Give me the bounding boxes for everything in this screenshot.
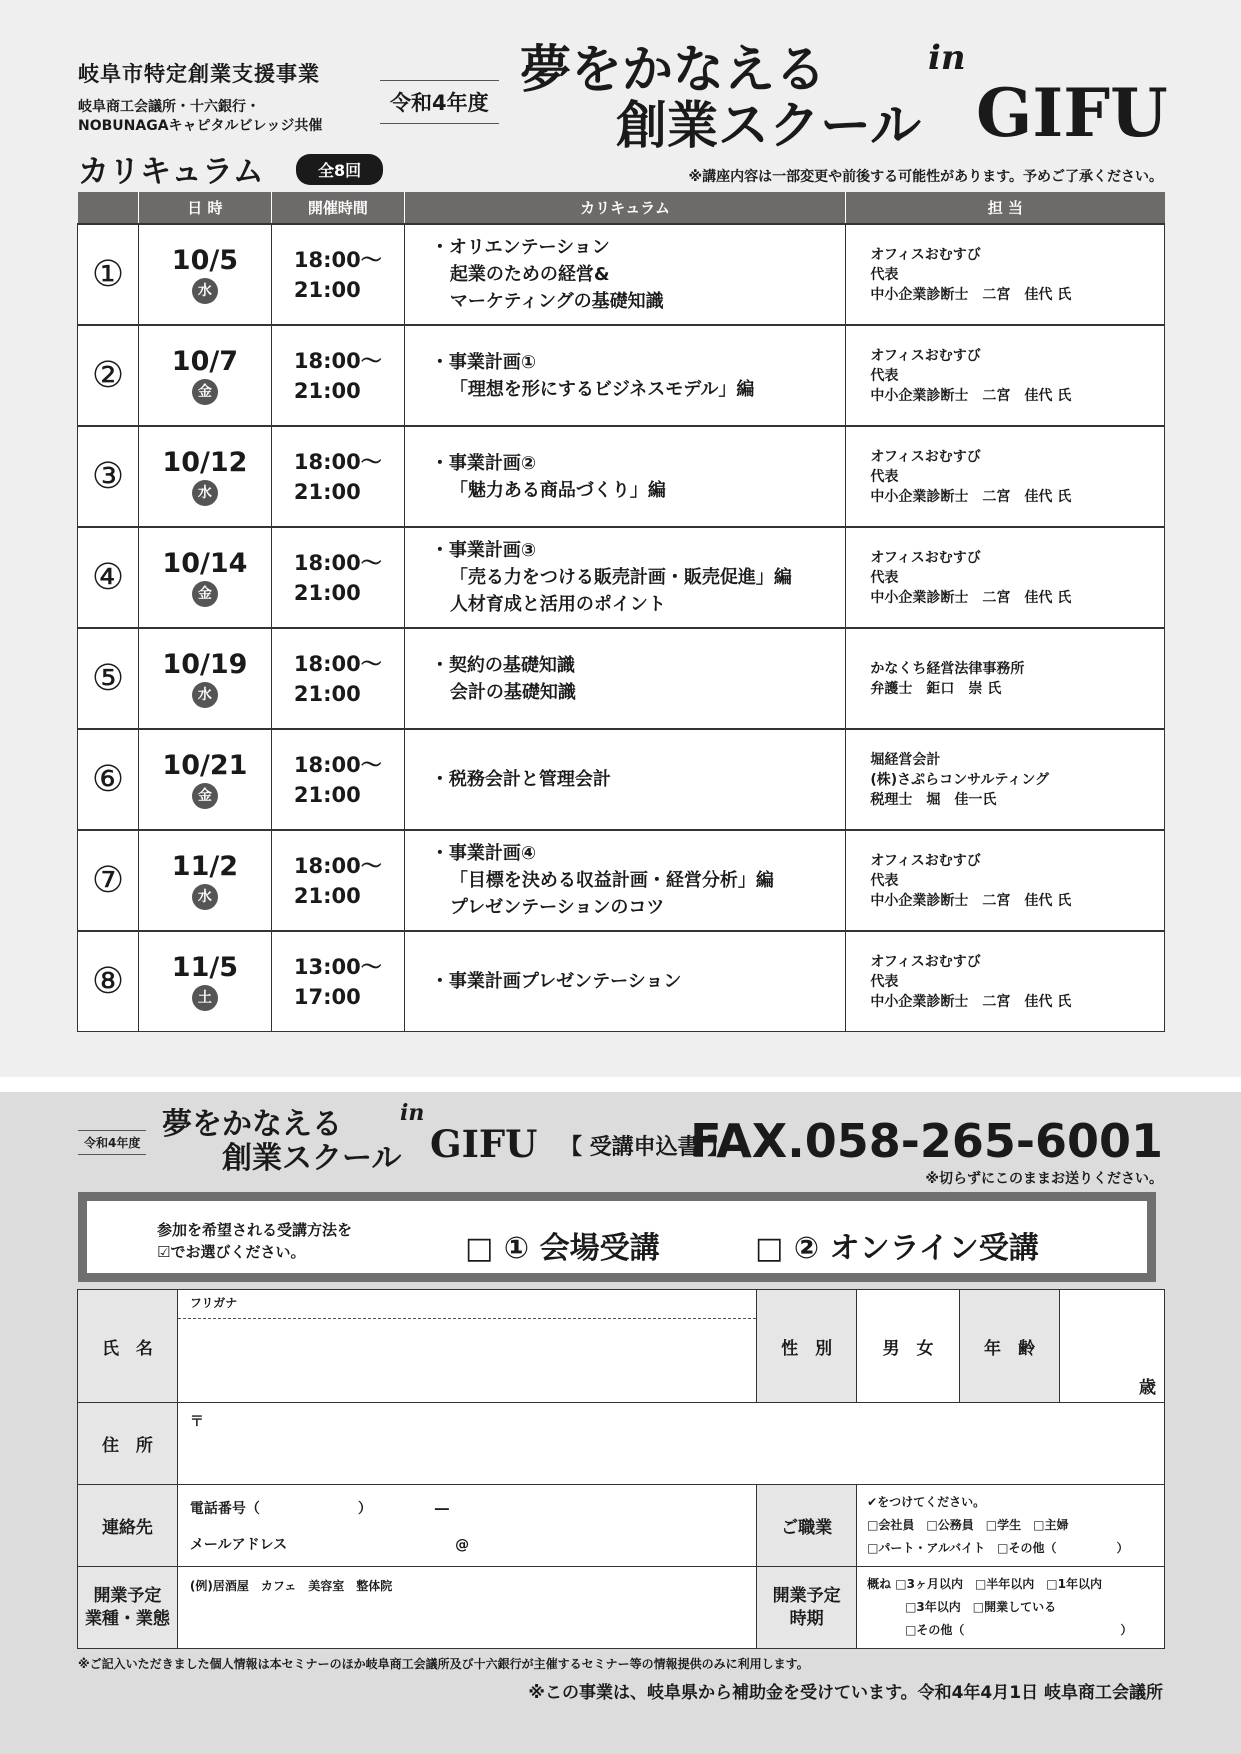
session-time <box>271 426 404 527</box>
address-row <box>78 1403 1165 1485</box>
schedule-row <box>78 931 1165 1032</box>
session-time-start: 18:00〜 <box>293 348 382 373</box>
weekday-badge: 水 <box>192 480 218 506</box>
staff-line: 中小企業診断士 二宮 佳代 氏 <box>870 286 1072 303</box>
staff-line: オフィスおむすび <box>870 852 981 869</box>
session-instructor <box>846 426 1165 527</box>
schedule-row <box>78 628 1165 729</box>
session-time-start: 13:00〜 <box>293 954 382 979</box>
session-number: ④ <box>78 527 139 628</box>
session-time-start: 18:00〜 <box>293 853 382 878</box>
postal-mark: 〒 <box>189 1414 204 1430</box>
schedule-row <box>78 830 1165 931</box>
job-field[interactable] <box>857 1485 1165 1567</box>
period-options-3[interactable]: □その他（ ） <box>905 1623 1133 1637</box>
staff-line: 中小企業診断士 二宮 佳代 氏 <box>870 589 1072 606</box>
session-date-cell <box>138 628 271 729</box>
weekday-badge: 水 <box>192 682 218 708</box>
session-date: 11/2 <box>171 850 239 882</box>
weekday-badge: 土 <box>192 985 218 1011</box>
program-name: 岐阜市特定創業支援事業 <box>78 62 320 86</box>
session-curriculum <box>404 931 846 1032</box>
session-instructor <box>846 830 1165 931</box>
age-field[interactable] <box>1060 1290 1165 1403</box>
staff-line: 代表 <box>870 468 899 485</box>
title-gifu: GIFU <box>976 74 1168 152</box>
staff-line: 代表 <box>870 872 899 889</box>
business-type-field[interactable] <box>177 1567 756 1649</box>
schedule-row <box>78 224 1165 325</box>
business-row <box>78 1567 1165 1649</box>
session-time-start: 18:00〜 <box>293 449 382 474</box>
staff-line: オフィスおむすび <box>870 549 981 566</box>
form-title-line2: 創業スクール <box>222 1141 402 1176</box>
phone-field[interactable]: 電話番号（ ） ― <box>189 1500 449 1517</box>
curriculum-topic: プレゼンテーションのコツ <box>449 897 665 918</box>
schedule-row <box>78 527 1165 628</box>
session-curriculum <box>404 729 846 830</box>
session-date-cell <box>138 931 271 1032</box>
school-title <box>520 42 921 154</box>
staff-line: オフィスおむすび <box>870 347 981 364</box>
age-unit: 歳 <box>1139 1378 1156 1398</box>
furigana-label: フリガナ <box>178 1290 756 1319</box>
fax-note: ※切らずにこのままお送りください。 <box>925 1171 1163 1187</box>
session-time <box>271 224 404 325</box>
curriculum-topic: マーケティングの基礎知識 <box>449 291 664 312</box>
session-date: 10/21 <box>162 749 248 781</box>
staff-line: 代表 <box>870 367 899 384</box>
session-time-end: 21:00 <box>293 681 361 706</box>
curriculum-topic: ・事業計画④ <box>430 843 537 864</box>
session-time <box>271 628 404 729</box>
form-school-title <box>162 1108 401 1176</box>
session-time-end: 21:00 <box>293 378 361 403</box>
method-question <box>157 1219 352 1263</box>
session-instructor <box>846 527 1165 628</box>
name-label: 氏 名 <box>78 1290 178 1403</box>
business-type-example: (例)居酒屋 カフェ 美容室 整体院 <box>189 1579 393 1593</box>
session-curriculum <box>404 325 846 426</box>
curriculum-topic: ・事業計画② <box>430 452 537 474</box>
weekday-badge: 水 <box>192 278 218 304</box>
staff-line: 堀経営会計 <box>870 751 941 768</box>
opening-period-field[interactable] <box>857 1567 1165 1649</box>
session-curriculum <box>404 830 846 931</box>
gender-label: 性 別 <box>757 1290 857 1403</box>
staff-line: 代表 <box>870 973 899 990</box>
curriculum-topic: 「目標を決める収益計画・経営分析」編 <box>449 870 774 891</box>
session-instructor <box>846 729 1165 830</box>
curriculum-topic: 人材育成と活用のポイント <box>449 594 666 615</box>
session-time <box>271 325 404 426</box>
staff-line: オフィスおむすび <box>870 953 981 970</box>
curriculum-topic: 「理想を形にするビジネスモデル」編 <box>449 378 755 400</box>
staff-line: 中小企業診断士 二宮 佳代 氏 <box>870 993 1072 1010</box>
business-type-label-2: 業種・業態 <box>84 1608 170 1629</box>
staff-line: オフィスおむすび <box>870 448 981 465</box>
title-in: in <box>928 38 966 78</box>
business-type-label <box>78 1567 178 1649</box>
session-number: ② <box>78 325 139 426</box>
session-curriculum <box>404 628 846 729</box>
session-instructor <box>846 224 1165 325</box>
session-time <box>271 729 404 830</box>
fax-number: FAX.058-265-6001 <box>690 1114 1163 1168</box>
session-date: 10/19 <box>162 648 248 680</box>
staff-line: オフィスおむすび <box>870 246 981 263</box>
email-field[interactable]: メールアドレス @ <box>189 1536 470 1553</box>
contact-label: 連絡先 <box>78 1485 178 1567</box>
staff-line: 代表 <box>870 266 899 283</box>
staff-line: 弁護士 鉅口 崇 氏 <box>870 680 1002 697</box>
session-curriculum <box>404 224 846 325</box>
form-title-in: in <box>400 1100 425 1126</box>
session-time <box>271 931 404 1032</box>
age-label: 年 齢 <box>960 1290 1060 1403</box>
session-date: 10/12 <box>162 446 248 478</box>
weekday-badge: 水 <box>192 884 218 910</box>
session-number: ① <box>78 224 139 325</box>
form-year-tag: 令和4年度 <box>78 1130 146 1155</box>
col-header-curriculum: カリキュラム <box>404 192 846 224</box>
opening-period-label <box>757 1567 857 1649</box>
organizer-block <box>78 58 348 136</box>
business-type-label-1: 開業予定 <box>93 1585 162 1606</box>
session-time <box>271 527 404 628</box>
form-title-gifu: GIFU <box>430 1122 538 1166</box>
curriculum-topic: 「売る力をつける販売計画・販売促進」編 <box>449 567 792 588</box>
method-question-line1: 参加を希望される受講方法を <box>157 1221 353 1239</box>
staff-line: 代表 <box>870 569 899 586</box>
attendance-method-box <box>78 1192 1156 1282</box>
session-instructor <box>846 325 1165 426</box>
session-time-end: 21:00 <box>293 580 361 605</box>
staff-line: 中小企業診断士 二宮 佳代 氏 <box>870 488 1072 505</box>
session-date-cell <box>138 426 271 527</box>
staff-line: (株)さぷらコンサルティング <box>870 771 1050 788</box>
weekday-badge: 金 <box>192 379 218 405</box>
privacy-note: ※ご記入いただきました個人情報は本セミナーのほか岐阜商工会議所及び十六銀行が主催するセミナー等の情報提供のみに利用します。 <box>78 1657 809 1671</box>
schedule-header-row <box>78 192 1165 224</box>
col-header-no <box>78 192 139 224</box>
contact-field[interactable] <box>177 1485 756 1567</box>
session-number: ⑥ <box>78 729 139 830</box>
session-date-cell <box>138 325 271 426</box>
form-title-line1: 夢をかなえる <box>162 1107 342 1142</box>
title-line1: 夢をかなえる <box>520 40 827 100</box>
curriculum-title: カリキュラム <box>78 154 264 190</box>
session-time-end: 21:00 <box>293 479 361 504</box>
application-form-table <box>77 1289 1165 1649</box>
curriculum-topic: ・事業計画プレゼンテーション <box>430 971 682 992</box>
title-line2: 創業スクール <box>616 96 921 156</box>
col-header-date: 日 時 <box>138 192 271 224</box>
session-curriculum <box>404 527 846 628</box>
opening-period-label-1: 開業予定 <box>772 1585 841 1606</box>
gender-field[interactable]: 男 女 <box>857 1290 960 1403</box>
year-tag: 令和4年度 <box>380 80 499 124</box>
session-number: ⑤ <box>78 628 139 729</box>
staff-line: 中小企業診断士 二宮 佳代 氏 <box>870 892 1072 909</box>
session-time <box>271 830 404 931</box>
session-date-cell <box>138 830 271 931</box>
session-date: 10/7 <box>171 345 239 377</box>
name-field[interactable] <box>177 1290 756 1403</box>
session-date: 11/5 <box>171 951 239 983</box>
session-time-start: 18:00〜 <box>293 752 382 777</box>
name-row <box>78 1290 1165 1403</box>
schedule-row <box>78 426 1165 527</box>
curriculum-topic: 「魅力ある商品づくり」編 <box>449 479 666 501</box>
session-number: ⑧ <box>78 931 139 1032</box>
curriculum-note: ※講座内容は一部変更や前後する可能性があります。予めご了承ください。 <box>688 169 1163 185</box>
schedule-row <box>78 729 1165 830</box>
sponsors: 岐阜商工会議所・十六銀行・NOBUNAGAキャピタルビレッジ共催 <box>78 99 323 134</box>
curriculum-topic: ・オリエンテーション <box>430 237 610 258</box>
curriculum-topic: ・契約の基礎知識 <box>430 654 575 676</box>
session-date-cell <box>138 224 271 325</box>
weekday-badge: 金 <box>192 783 218 809</box>
session-time-start: 18:00〜 <box>293 550 382 575</box>
curriculum-topic: ・税務会計と管理会計 <box>430 769 611 790</box>
staff-line: 中小企業診断士 二宮 佳代 氏 <box>870 387 1072 404</box>
staff-line: かなくち経営法律事務所 <box>870 660 1025 677</box>
curriculum-topic: ・事業計画① <box>430 351 537 373</box>
session-curriculum <box>404 426 846 527</box>
col-header-time: 開催時間 <box>271 192 404 224</box>
option-venue-checkbox[interactable]: □ ① 会場受講 <box>465 1231 660 1266</box>
address-label: 住 所 <box>78 1403 178 1485</box>
session-time-end: 17:00 <box>293 984 361 1009</box>
session-time-end: 21:00 <box>293 883 361 908</box>
session-time-end: 21:00 <box>293 277 361 302</box>
job-label: ご職業 <box>757 1485 857 1567</box>
session-date-cell <box>138 527 271 628</box>
curriculum-topic: 起業のための経営& <box>449 264 610 285</box>
period-options-1[interactable]: 概ね □3ヶ月以内 □半年以内 □1年以内 <box>867 1577 1102 1591</box>
schedule-table <box>77 192 1165 1032</box>
session-count-badge: 全8回 <box>296 154 383 185</box>
period-options-2[interactable]: □3年以内 □開業している <box>905 1600 1057 1614</box>
curriculum-topic: 会計の基礎知識 <box>449 681 576 703</box>
session-time-start: 18:00〜 <box>293 651 382 676</box>
session-instructor <box>846 931 1165 1032</box>
contact-row <box>78 1485 1165 1567</box>
job-options-2[interactable]: □パート・アルバイト □その他（ ） <box>867 1541 1129 1555</box>
session-number: ⑦ <box>78 830 139 931</box>
staff-line: 税理士 堀 佳一氏 <box>870 791 997 808</box>
opening-period-label-2: 時期 <box>789 1608 824 1629</box>
session-date-cell <box>138 729 271 830</box>
schedule-row <box>78 325 1165 426</box>
job-options-1[interactable]: □会社員 □公務員 □学生 □主婦 <box>867 1518 1069 1532</box>
session-time-end: 21:00 <box>293 782 361 807</box>
session-number: ③ <box>78 426 139 527</box>
session-instructor <box>846 628 1165 729</box>
session-date: 10/5 <box>171 244 239 276</box>
session-date: 10/14 <box>162 547 248 579</box>
job-instruction: ✔をつけてください。 <box>867 1495 986 1509</box>
form-label: 【 受講申込書 】 <box>560 1135 730 1160</box>
col-header-staff: 担 当 <box>846 192 1165 224</box>
curriculum-topic: ・事業計画③ <box>430 540 537 561</box>
weekday-badge: 金 <box>192 581 218 607</box>
option-online-checkbox[interactable]: □ ② オンライン受講 <box>755 1231 1039 1266</box>
address-field[interactable] <box>177 1403 1164 1485</box>
subsidy-note: ※この事業は、岐阜県から補助金を受けています。令和4年4月1日 岐阜商工会議所 <box>528 1683 1163 1703</box>
method-question-line2: ☑でお選びください。 <box>157 1243 306 1261</box>
session-time-start: 18:00〜 <box>293 247 382 272</box>
